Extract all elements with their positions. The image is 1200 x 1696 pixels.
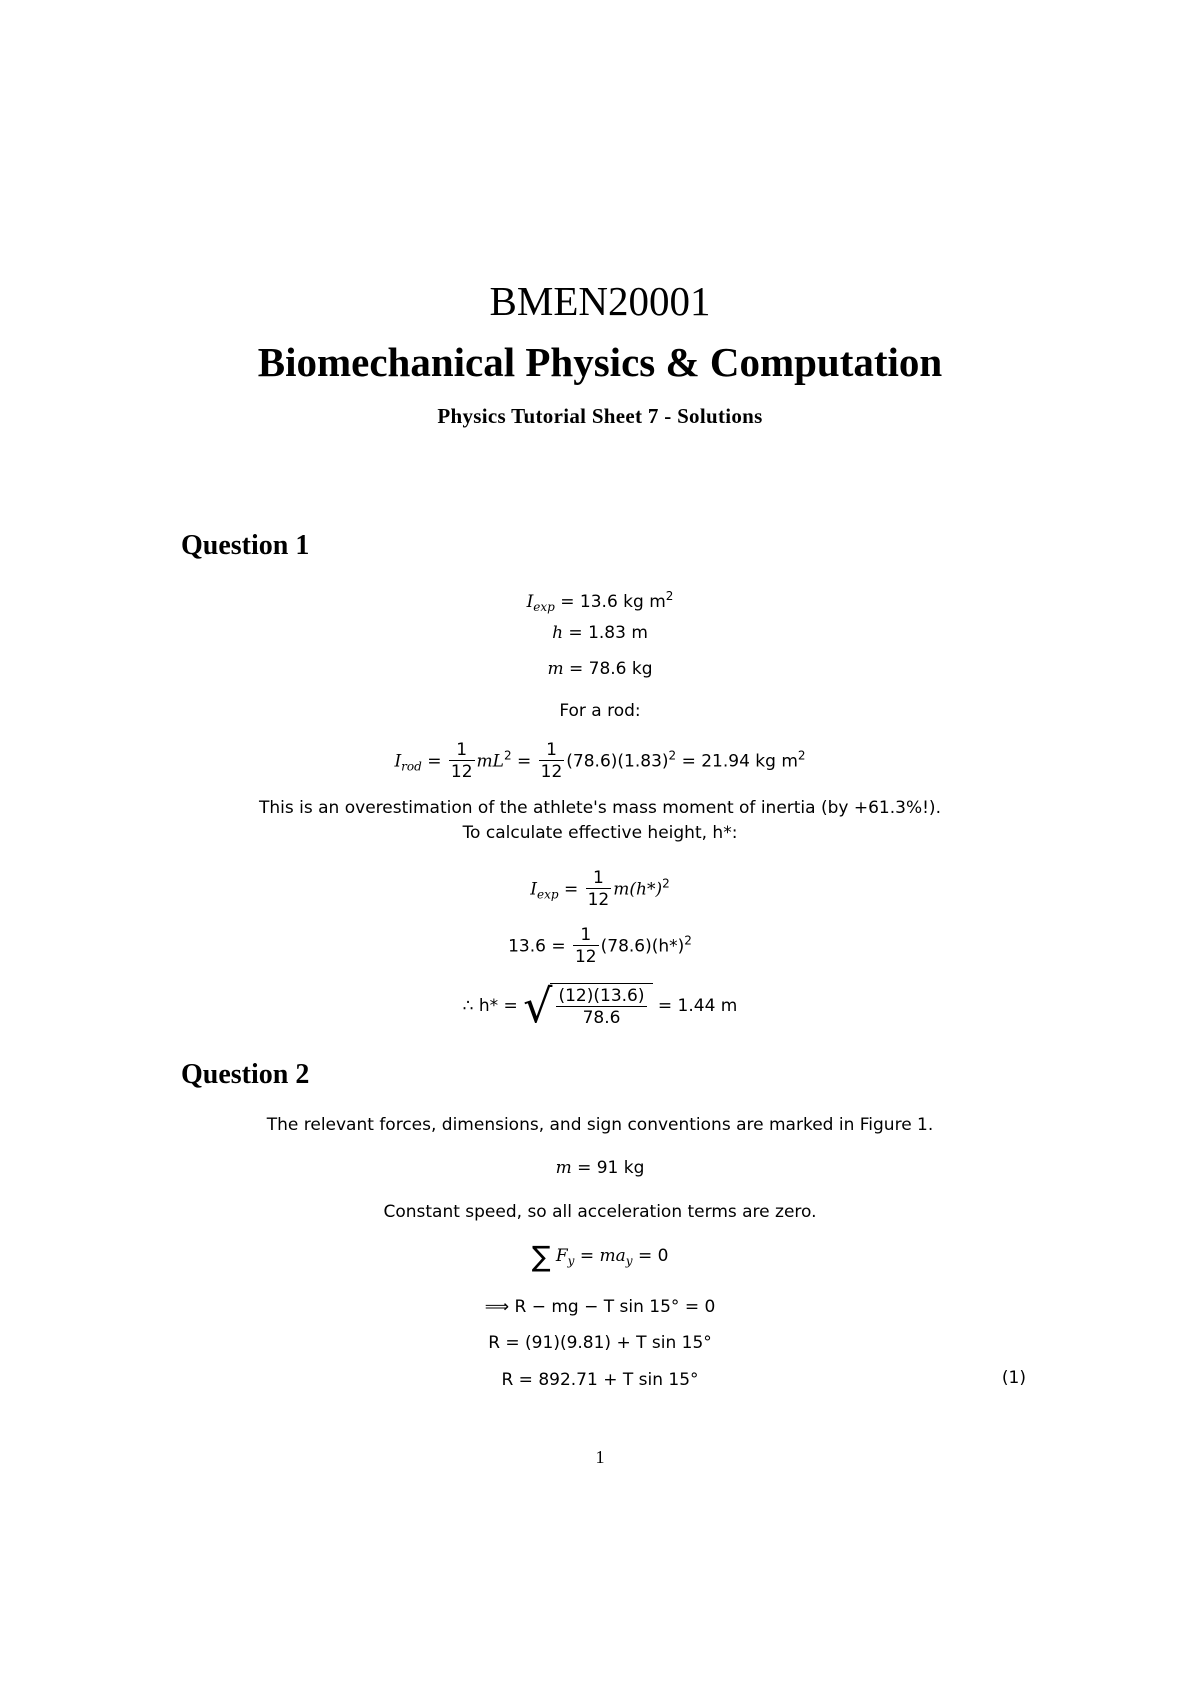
i-exp-unit-exponent: 2 — [665, 589, 674, 603]
eff1-subscript: exp — [536, 887, 559, 902]
m-value: = 78.6 kg — [563, 659, 653, 679]
fraction-denominator: 12 — [574, 947, 597, 967]
question-2-heading: Question 2 — [181, 1059, 310, 1090]
radicand-fraction — [556, 986, 646, 1029]
rod-fraction-2 — [539, 740, 565, 783]
given-i-exp — [0, 584, 1200, 619]
rod-ml-exponent: 2 — [503, 748, 512, 763]
page-number: 1 — [595, 1447, 605, 1467]
eff2-exponent: 2 — [684, 933, 692, 948]
fraction-denominator: 12 — [540, 762, 563, 782]
eff1-rhs: m(h*) — [613, 879, 663, 900]
m-symbol: m — [547, 659, 564, 679]
r-equation-2: R = 892.71 + T sin 15° — [501, 1370, 699, 1390]
effective-equation-3 — [0, 979, 1200, 1033]
fraction-numerator: 1 — [546, 740, 557, 760]
rod-result: = 21.94 kg m — [676, 751, 798, 772]
eff2-rhs: (78.6)(h*) — [600, 936, 685, 957]
fraction-numerator: (12)(13.6) — [558, 986, 645, 1006]
constant-speed-text: Constant speed, so all acceleration terms are zero. — [383, 1202, 817, 1222]
rod-i-symbol: I — [394, 751, 402, 772]
eff1-i-symbol: I — [530, 879, 537, 900]
given-m — [0, 657, 1200, 681]
implies-equation: ⟹ R − mg − T sin 15° = 0 — [484, 1297, 716, 1317]
force-subscript: y — [567, 1254, 575, 1268]
rod-ml: mL — [476, 751, 504, 772]
fraction-denominator: 12 — [450, 762, 473, 782]
force-sum-equation — [0, 1240, 1200, 1273]
effective-equation-2 — [0, 925, 1200, 968]
rod-equals-1: = — [421, 751, 447, 772]
i-exp-subscript: exp — [533, 600, 555, 614]
r-equation-1: R = (91)(9.81) + T sin 15° — [488, 1333, 712, 1353]
eff3-result: = 1.44 m — [652, 996, 738, 1016]
rod-equation — [0, 740, 1200, 783]
h-symbol: h — [552, 623, 564, 643]
title-block — [0, 278, 1200, 429]
sigma-symbol: ∑ — [531, 1240, 551, 1273]
h-value: = 1.83 m — [563, 623, 648, 643]
course-name: Biomechanical Physics & Computation — [257, 339, 943, 385]
rod-substitution-exponent: 2 — [668, 748, 677, 763]
fraction-denominator: 12 — [587, 890, 610, 910]
rod-unit-exponent: 2 — [797, 748, 806, 763]
effective-equation-1 — [0, 868, 1200, 911]
force-symbol: F — [555, 1246, 568, 1266]
i-exp-value: = 13.6 kg m — [554, 592, 666, 612]
question-1-heading: Question 1 — [181, 530, 310, 561]
sum-equals: = — [574, 1246, 600, 1266]
radical-sign: √ — [523, 979, 553, 1033]
ma-symbol: ma — [599, 1246, 626, 1266]
sum-zero: = 0 — [632, 1246, 669, 1266]
mass-equation — [0, 1156, 1200, 1180]
fraction-numerator: 1 — [456, 740, 468, 760]
eff2-lhs: 13.6 = — [508, 936, 571, 957]
eff3-lhs: ∴ h* = — [462, 996, 524, 1016]
equation-number: (1) — [1001, 1368, 1026, 1388]
mass-value: = 91 kg — [571, 1158, 645, 1178]
eff1-exponent: 2 — [662, 876, 670, 891]
question-2-intro: The relevant forces, dimensions, and sign conventions are marked in Figure 1. — [266, 1115, 934, 1135]
rod-subscript: rod — [401, 759, 422, 774]
sheet-title: Physics Tutorial Sheet 7 - Solutions — [437, 404, 763, 428]
rod-label: For a rod: — [559, 701, 641, 721]
overestimate-text: This is an overestimation of the athlete's mass moment of inertia (by +61.3%!). — [259, 798, 941, 818]
rod-fraction-1 — [449, 740, 475, 783]
effective-height-text: To calculate effective height, h*: — [462, 823, 738, 843]
rod-substitution: (78.6)(1.83) — [566, 751, 669, 772]
given-h — [0, 621, 1200, 645]
eff2-fraction — [573, 925, 599, 968]
fraction-numerator: 1 — [580, 925, 592, 945]
eff1-fraction — [586, 868, 612, 911]
rod-equals-2: = — [511, 751, 537, 772]
i-exp-symbol: I — [526, 592, 534, 612]
square-root — [523, 979, 652, 1033]
fraction-numerator: 1 — [593, 868, 604, 888]
course-code: BMEN20001 — [489, 278, 711, 324]
radicand — [550, 983, 652, 1029]
ma-subscript: y — [625, 1254, 633, 1268]
mass-symbol: m — [555, 1158, 572, 1178]
eff1-equals: = — [558, 879, 584, 900]
fraction-denominator: 78.6 — [556, 1006, 646, 1029]
